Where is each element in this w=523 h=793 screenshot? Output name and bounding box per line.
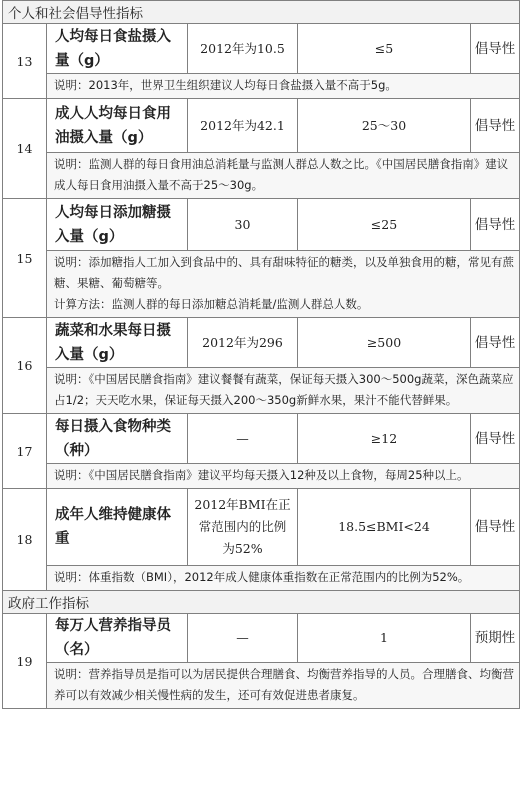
indicator-row — [3, 199, 520, 251]
note-row — [3, 566, 520, 591]
indicator-type: 倡导性 — [471, 318, 520, 368]
indicator-type: 预期性 — [471, 614, 520, 663]
target-value: 18.5≤BMI<24 — [298, 489, 471, 566]
indicator-type: 倡导性 — [471, 99, 520, 153]
indicator-note — [47, 153, 520, 199]
row-number: 16 — [3, 318, 47, 414]
section-title-government: 政府工作指标 — [3, 591, 520, 614]
baseline-value: 2012年为10.5 — [188, 24, 298, 74]
note-row — [3, 251, 520, 318]
indicator-note — [47, 464, 520, 489]
row-number: 15 — [3, 199, 47, 318]
section-header-row — [3, 1, 520, 24]
target-value: 1 — [298, 614, 471, 663]
indicator-row — [3, 614, 520, 663]
note-text: 说明：《中国居民膳食指南》建议餐餐有蔬菜，保证每天摄入300～500g蔬菜，深色蔬菜应占1/2；天天吃水果，保证每天摄入200～350g新鲜水果，果汁不能代替鲜果。 — [54, 372, 514, 407]
note-text: 说明：监测人群的每日食用油总消耗量与监测人群总人数之比。《中国居民膳食指南》建议成人每日食用油摄入量不高于25～30g。 — [54, 157, 509, 192]
baseline-value: — — [188, 414, 298, 464]
note-row — [3, 368, 520, 414]
indicator-name: 每日摄入食物种类（种） — [47, 414, 188, 464]
indicator-row — [3, 414, 520, 464]
note-text: 说明：添加糖指人工加入到食品中的、具有甜味特征的糖类，以及单独食用的糖，常见有蔗糖、果糖、葡萄糖等。 — [54, 255, 514, 290]
indicator-name: 人均每日食盐摄入量（g） — [47, 24, 188, 74]
baseline-value: 2012年为42.1 — [188, 99, 298, 153]
note-text: 说明：2013年，世界卫生组织建议人均每日食盐摄入量不高于5g。 — [54, 78, 397, 92]
indicator-name: 成年人维持健康体重 — [47, 489, 188, 566]
indicator-note — [47, 251, 520, 318]
indicator-note — [47, 663, 520, 709]
row-number: 19 — [3, 614, 47, 709]
indicator-type: 倡导性 — [471, 489, 520, 566]
indicator-name: 人均每日添加糖摄入量（g） — [47, 199, 188, 251]
note-text: 说明：《中国居民膳食指南》建议平均每天摄入12种及以上食物，每周25种以上。 — [54, 468, 469, 482]
indicator-name: 成人人均每日食用油摄入量（g） — [47, 99, 188, 153]
target-value: ≥12 — [298, 414, 471, 464]
row-number: 17 — [3, 414, 47, 489]
baseline-value: 2012年BMI在正常范围内的比例为52% — [188, 489, 298, 566]
section-header-row — [3, 591, 520, 614]
note-text: 说明：营养指导员是指可以为居民提供合理膳食、均衡营养指导的人员。合理膳食、均衡营养可以有效减少相关慢性病的发生，还可有效促进患者康复。 — [54, 667, 514, 702]
baseline-value: — — [188, 614, 298, 663]
baseline-value: 2012年为296 — [188, 318, 298, 368]
indicator-type: 倡导性 — [471, 199, 520, 251]
target-value: ≤5 — [298, 24, 471, 74]
indicator-note — [47, 368, 520, 414]
note-row — [3, 464, 520, 489]
note-method-text: 计算方法：监测人群的每日添加糖总消耗量/监测人群总人数。 — [54, 297, 369, 311]
indicator-name: 每万人营养指导员（名） — [47, 614, 188, 663]
indicator-row — [3, 318, 520, 368]
note-row — [3, 74, 520, 99]
indicator-row — [3, 24, 520, 74]
baseline-value: 30 — [188, 199, 298, 251]
indicator-note — [47, 566, 520, 591]
target-value: 25～30 — [298, 99, 471, 153]
target-value: ≤25 — [298, 199, 471, 251]
target-value: ≥500 — [298, 318, 471, 368]
note-row — [3, 663, 520, 709]
note-row — [3, 153, 520, 199]
indicator-name: 蔬菜和水果每日摄入量（g） — [47, 318, 188, 368]
indicator-row — [3, 489, 520, 566]
note-text: 说明：体重指数（BMI），2012年成人健康体重指数在正常范围内的比例为52%。 — [54, 570, 470, 584]
indicator-type: 倡导性 — [471, 24, 520, 74]
row-number: 13 — [3, 24, 47, 99]
indicator-table — [2, 0, 520, 709]
indicator-type: 倡导性 — [471, 414, 520, 464]
section-title-personal: 个人和社会倡导性指标 — [3, 1, 520, 24]
row-number: 18 — [3, 489, 47, 591]
indicator-row — [3, 99, 520, 153]
indicator-note — [47, 74, 520, 99]
row-number: 14 — [3, 99, 47, 199]
